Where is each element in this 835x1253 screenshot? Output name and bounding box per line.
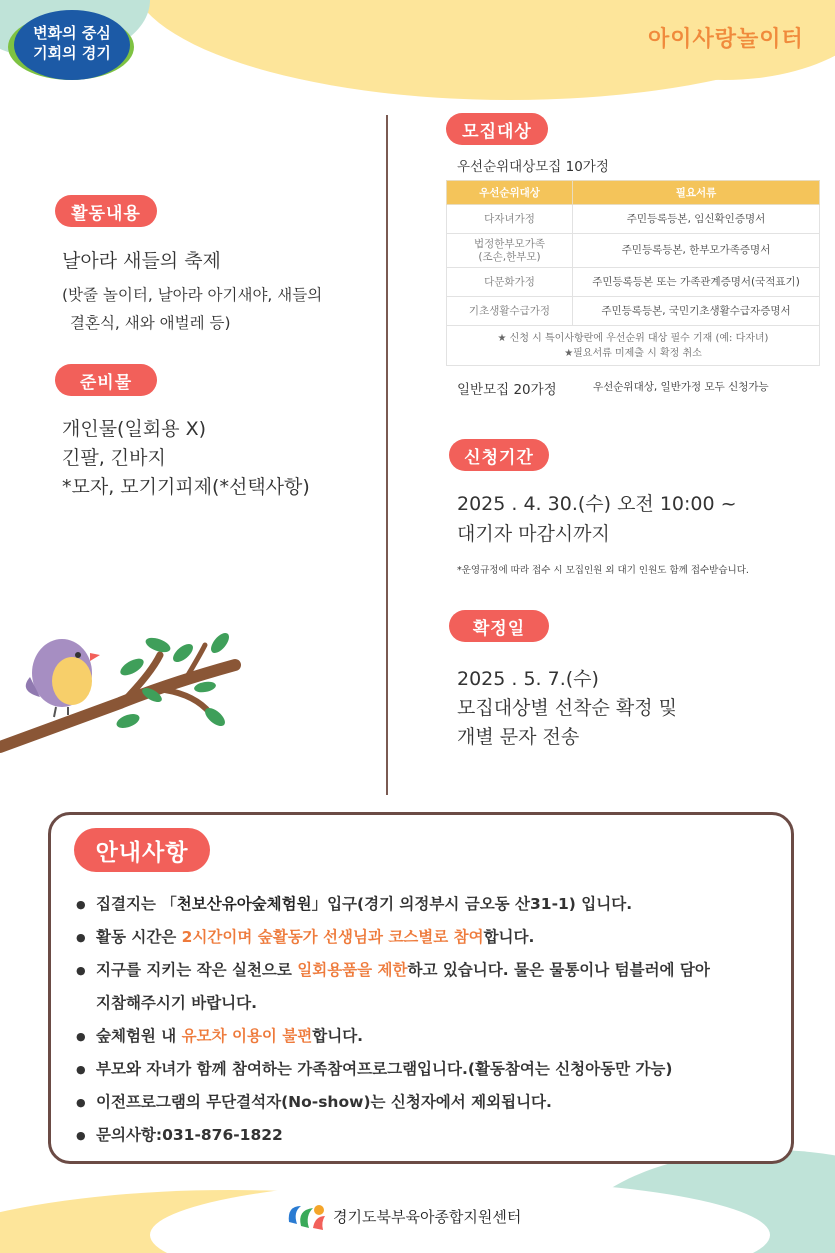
note-line1: ★ 신청 시 특이사항란에 우선순위 대상 필수 기재 (예: 다자녀) (497, 332, 769, 344)
notice-text: 숲체험원 내 (96, 1027, 182, 1045)
confirm-label: 확정일 (449, 610, 549, 642)
gyeonggi-logo (8, 8, 136, 84)
logo-text (8, 23, 136, 63)
notice-item (76, 1020, 776, 1053)
apply-label: 신청기간 (449, 439, 549, 471)
supply-item: 긴팔, 긴바지 (62, 447, 166, 469)
confirm-line1: 2025 . 5. 7.(수) (457, 668, 599, 690)
table-header-docs: 필요서류 (573, 181, 820, 205)
notice-item: ● 이전프로그램의 무단결석자(No-show)는 신청자에서 제외됩니다. (76, 1086, 776, 1119)
branch-twig (165, 690, 210, 713)
notice-highlight: 유모차 이용이 불편 (181, 1027, 313, 1045)
leaf (170, 641, 196, 666)
apply-note: *운영규정에 따라 접수 시 모집인원 외 대기 인원도 함께 접수받습니다. (457, 565, 749, 576)
general-heading: 일반모집 20가정 (457, 382, 557, 398)
table-row (447, 297, 820, 326)
activity-detail-2: 결혼식, 새와 애벌레 등) (70, 314, 231, 332)
leaf (208, 630, 233, 656)
notice-text: 합니다. (483, 928, 535, 946)
leaf (118, 655, 147, 678)
supply-item: 개인물(일회용 X) (62, 418, 207, 440)
notice-item: ● 부모와 자녀가 함께 참여하는 가족참여프로그램입니다.(활동참여는 신청아동만 가능) (76, 1053, 776, 1086)
table-header-row (447, 181, 820, 205)
table-row (447, 205, 820, 234)
leaf (115, 711, 142, 730)
notice-item: ● 문의사항:031-876-1822 (76, 1119, 776, 1152)
row-target: 다문화가정 (447, 268, 573, 297)
table-header-target: 우선순위대상 (447, 181, 573, 205)
logo-text-line2: 기회의 경기 (33, 44, 111, 62)
activity-title: 날아라 새들의 축제 (62, 250, 221, 272)
notice-text: 합니다. (312, 1027, 364, 1045)
bird-branch-illustration (0, 625, 245, 755)
bird-eye (75, 652, 81, 658)
supply-item: *모자, 모기기피제(*선택사항) (62, 476, 310, 498)
activity-label: 활동내용 (55, 195, 157, 227)
row-docs: 주민등록등본, 임신확인증명서 (573, 205, 820, 234)
supplies-list (62, 415, 310, 502)
center-logo-icon (285, 1200, 329, 1232)
notice-text: 지구를 지키는 작은 실천으로 (96, 961, 298, 979)
notice-item (76, 954, 776, 1020)
row-docs: 주민등록등본 또는 가족관계증명서(국적표기) (573, 268, 820, 297)
notice-text: 하고 있습니다. 물은 물통이나 텀블러에 담아 (407, 961, 710, 979)
notice-label: 안내사항 (74, 828, 210, 872)
confirm-block (457, 665, 677, 752)
row-target: 다자녀가정 (447, 205, 573, 234)
bird-beak (90, 653, 100, 661)
confirm-line2: 모집대상별 선착순 확정 및 (457, 697, 678, 719)
table-row (447, 268, 820, 297)
table-note (447, 326, 820, 366)
confirm-line3: 개별 문자 전송 (457, 726, 580, 748)
playground-logo: 아이사랑놀이터 (648, 27, 804, 52)
leaf (144, 635, 173, 655)
notice-highlight: 2시간이며 숲활동가 선생님과 코스별로 참여 (181, 928, 484, 946)
activity-detail-1: (밧줄 놀이터, 날아라 아기새야, 새들의 (62, 286, 323, 304)
meeting-place: 천보산유아숲체험원 (176, 895, 312, 913)
logo-text-line1: 변화의 중심 (33, 24, 111, 42)
notice-text: 」입구(경기 의정부시 금오동 산31-1) 입니다. (311, 895, 633, 913)
general-note: 우선순위대상, 일반가정 모두 신청가능 (593, 381, 769, 393)
priority-heading: 우선순위대상모집 10가정 (457, 159, 609, 175)
column-divider (386, 115, 388, 795)
notice-item (76, 888, 776, 921)
notice-text: 활동 시간은 (96, 928, 182, 946)
row-target: 기초생활수급가정 (447, 297, 573, 326)
apply-line2: 대기자 마감시까지 (457, 523, 610, 545)
row-docs: 주민등록등본, 국민기초생활수급자증명서 (573, 297, 820, 326)
apply-line1: 2025 . 4. 30.(수) 오전 10:00 ~ (457, 493, 737, 515)
notice-text: 집결지는 「 (96, 895, 177, 913)
row-docs: 주민등록등본, 한부모가족증명서 (573, 234, 820, 268)
notice-list (76, 888, 776, 1152)
table-row (447, 234, 820, 268)
bird-leg (54, 707, 56, 717)
notice-highlight: 일회용품을 제한 (297, 961, 408, 979)
recruit-label: 모집대상 (446, 113, 548, 145)
row-target: 법정한부모가족 (조손,한부모) (447, 234, 573, 268)
notice-item (76, 921, 776, 954)
note-line2: ★필요서류 미제출 시 확정 취소 (564, 347, 702, 359)
priority-table (446, 180, 820, 366)
table-note-row (447, 326, 820, 366)
bird-belly (52, 657, 92, 705)
footer-org-name: 경기도북부육아종합지원센터 (333, 1207, 522, 1226)
notice-text: 지참해주시기 바랍니다. (96, 994, 258, 1012)
supplies-label: 준비물 (55, 364, 157, 396)
footer-logo (285, 1200, 521, 1232)
